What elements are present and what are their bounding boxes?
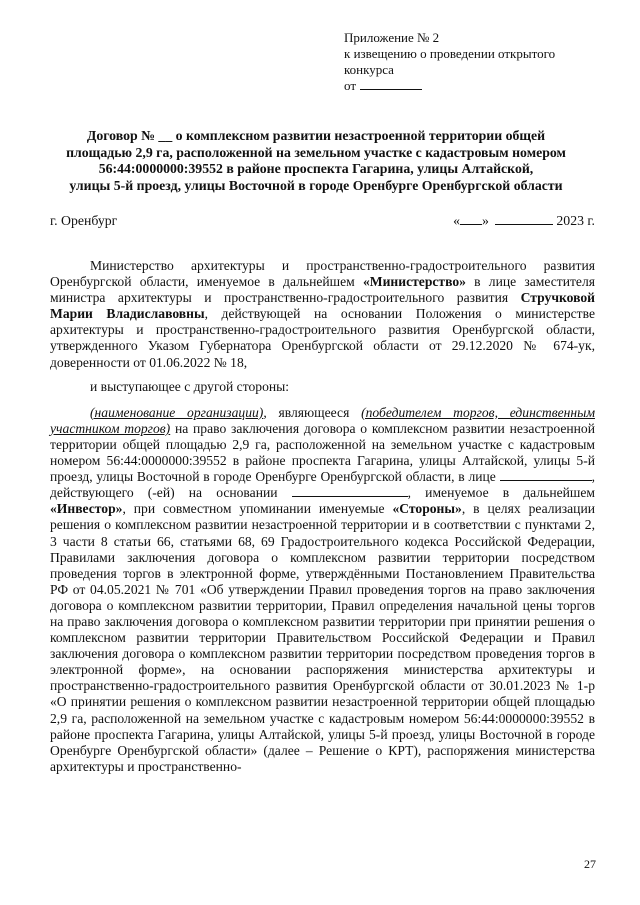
date-close-quote: » — [482, 213, 489, 228]
para3-text-h: , при совместном упоминании именуемые — [122, 501, 393, 517]
annex-date-label: от — [344, 78, 357, 93]
annex-line-1: Приложение № 2 — [344, 30, 440, 45]
day-blank — [460, 213, 482, 225]
title-line-3: 56:44:0000000:39552 в районе проспекта Гагарина, улицы Алтайской, — [98, 161, 534, 176]
representative-blank — [500, 469, 592, 481]
contract-title — [56, 128, 576, 194]
ministry-term: «Министерство» — [362, 274, 466, 290]
date-open-quote: « — [453, 213, 461, 228]
organization-name-placeholder: (наименование организации) — [90, 404, 264, 420]
contract-body — [50, 258, 595, 775]
paragraph-other-party: и выступающее с другой стороны: — [90, 378, 290, 394]
deputy-minister-name: Стручковой Марии Владиславовны — [50, 290, 595, 322]
parties-term: «Стороны» — [392, 501, 462, 517]
title-line-1: Договор № __ о комплексном развитии незастроенной территории общей — [86, 128, 546, 143]
annex-line-2: к извещению о проведении открытого — [344, 46, 556, 61]
annex-line-4 — [344, 78, 555, 94]
para3-text-e: , действующего (-ей) на основании — [50, 469, 595, 501]
annex-line-3: конкурса — [344, 62, 394, 77]
date-year: 2023 г. — [556, 213, 595, 228]
annex-date-blank — [360, 78, 422, 90]
para1-text-e: , действующей на основании Положения о министерстве архитектуры и пространственно-градостроительного развития Оренбургской области, утвержденного Указом Губернатора Оренбургской области от 29.12.2020 № 674-ук, доверенности от 01.06.2022 № 18, — [50, 306, 595, 370]
month-blank — [495, 213, 553, 225]
basis-blank — [292, 485, 408, 497]
page-number: 27 — [584, 857, 596, 871]
contract-date — [453, 213, 595, 229]
para1-text-c: в лице заместителя министра архитектуры и пространственно-градостроительного развития — [50, 274, 595, 306]
para3-text-b: , являющееся — [263, 404, 362, 420]
title-line-2: площадью 2,9 га, расположенной на земельном участке с кадастровым номером — [66, 144, 566, 160]
investor-term: «Инвестор» — [50, 501, 123, 517]
para3-text-f: , именуемое в дальнейшем — [407, 485, 595, 501]
title-line-4: улицы 5-й проезд, улицы Восточной в городе Оренбурге Оренбургской области — [69, 177, 563, 193]
paragraph-ministry — [50, 258, 595, 371]
annex-header — [344, 30, 555, 94]
para3-text-j: , в целях реализации решения о комплексном развитии незастроенной территории и в соответствии с пунктами 2, 3 части 8 статьи 66, статьями 68, 69 Градостроительного кодекса Российской Федерации, Правилами заключения договора о комплексном развитии территории посредством проведения торгов в электронной форме, утверждёнными Постановлением Правительства РФ от 04.05.2021 № 701 «Об утверждении Правил проведения торгов на право заключения договора о комплексном развитии территории, Правил определения начальной цены торгов на право заключения договора о комплексном развитии территории при принятии решения о комплексном развитии территории Правительством Российской Федерации и Правил заключения договора о комплексном развитии территории посредством проведения торгов в электронной форме», на основании распоряжения министерства архитектуры и пространственно-градостроительного развития Оренбургской области от 30.01.2023 № 1-р «О принятии решения о комплексном развитии незастроенной территории общей площадью 2,9 га, расположенной на земельном участке с кадастровым номером 56:44:0000000:39552 в районе проспекта Гагарина, улицы Алтайской, улицы 5-й проезд, улицы Восточной в городе Оренбурге Оренбургской области» (далее – Решение о КРТ), распоряжения министерства архитектуры и пространственно- — [50, 501, 596, 774]
city: г. Оренбург — [50, 213, 118, 228]
paragraph-investor — [50, 405, 595, 775]
para3-text-d: на право заключения договора о комплексном развитии незастроенной территории общей площадью 2,9 га, расположенной на земельном участке с кадастровым номером 56:44:0000000:39552 в районе проспекта Гагарина, улицы Алтайской, улицы 5-й проезд, улицы Восточной в городе Оренбурге Оренбургской области, в лице — [50, 420, 596, 485]
para1-text-a: Министерство архитектуры и пространственно-градостроительного развития Оренбургской области, именуемое в дальнейшем — [50, 258, 595, 290]
winner-status-placeholder: (победителем торгов, единственным участником торгов) — [50, 404, 595, 436]
